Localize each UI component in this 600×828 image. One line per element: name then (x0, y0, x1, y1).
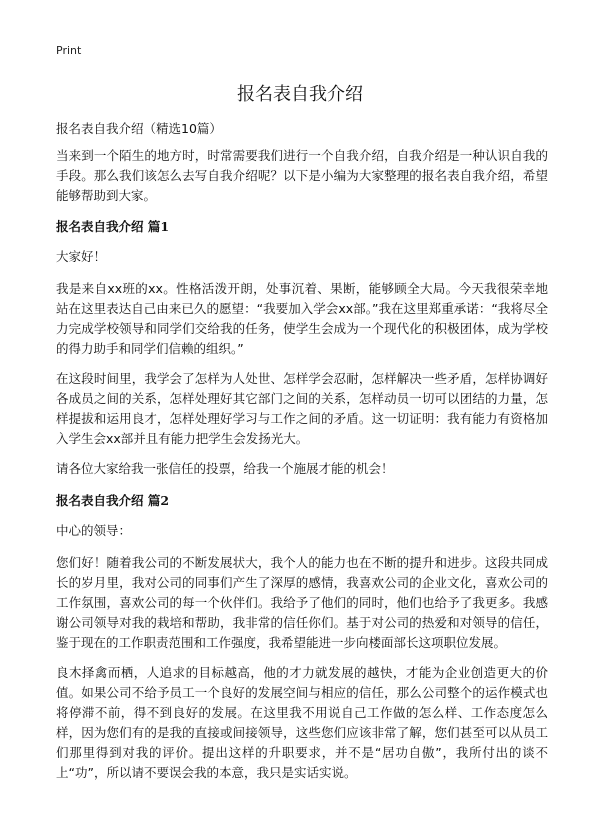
section-2-paragraph-2: 良木择禽而栖，人追求的目标越高，他的才力就发展的越快，才能为企业创造更大的价值。如果公司不给予员工一个良好的发展空间与相应的信任，那么公司整个的运作模式也将停滞不前，得不到良好的发展。在这里我不用说自己工作做的怎么样、工作态度怎么样，因为您们有的是我的直接或间接领导，这些您们应该非常了解，您们甚至可以从员工们那里得到对我的评价。提出这样的升职要求，并不是“居功自傲”，我所付出的谈不上“功”，所以请不要误会我的本意，我只是实话实说。 (56, 665, 548, 780)
section-1-paragraph-2: 在这段时间里，我学会了怎样为人处世、怎样学会忍耐，怎样解决一些矛盾，怎样协调好各成员之间的关系，怎样处理好其它部门之间的关系，怎样动员一切可以团结的力量，怎样提拔和运用良才，怎样处理好学习与工作之间的矛盾。这一切证明：我有能力有资格加入学生会xx部并且有能力把学生会发扬光大。 (56, 371, 548, 446)
document-body (56, 120, 548, 793)
section-1-heading: 报名表自我介绍 篇1 (56, 219, 170, 234)
intro-paragraph: 当来到一个陌生的地方时，时常需要我们进行一个自我介绍，自我介绍是一种认识自我的手段。那么我们该怎么去写自我介绍呢？以下是小编为大家整理的报名表自我介绍，希望能够帮助到大家。 (56, 148, 548, 203)
section-1-greeting: 大家好！ (56, 249, 107, 264)
section-2-heading: 报名表自我介绍 篇2 (56, 493, 170, 508)
section-1 (56, 217, 548, 479)
section-1-paragraph-3: 请各位大家给我一张信任的投票，给我一个施展才能的机会！ (56, 461, 394, 476)
page-title: 报名表自我介绍 (237, 84, 363, 105)
section-2-paragraph-1: 您们好！随着我公司的不断发展状大，我个人的能力也在不断的提升和进步。这段共同成长的岁月里，我对公司的同事们产生了深厚的感情，我喜欢公司的企业文化，喜欢公司的工作氛围，喜欢公司的每一个伙伴们。我给予了他们的同时，他们也给予了我更多。我感谢公司领导对我的栽培和帮助，我非常的信任你们。基于对公司的热爱和对领导的信任，鉴于现在的工作职责范围和工作强度，我希望能进一步向楼面部长这项职位发展。 (56, 555, 548, 650)
section-2-greeting: 中心的领导： (56, 523, 132, 538)
section-1-paragraph-1: 我是来自xx班的xx。性格活泼开朗，处事沉着、果断，能够顾全大局。今天我很荣幸地站在这里表达自己由来已久的愿望：“我要加入学会xx部。”我在这里郑重承诺：“我将尽全力完成学校领导和同学们交给我的任务，使学生会成为一个现代化的积极团体，成为学校的得力助手和同学们信赖的组织。” (56, 281, 548, 356)
section-2 (56, 491, 548, 783)
document-subtitle: 报名表自我介绍（精选10篇） (56, 121, 222, 136)
print-link[interactable]: Print (56, 44, 82, 57)
